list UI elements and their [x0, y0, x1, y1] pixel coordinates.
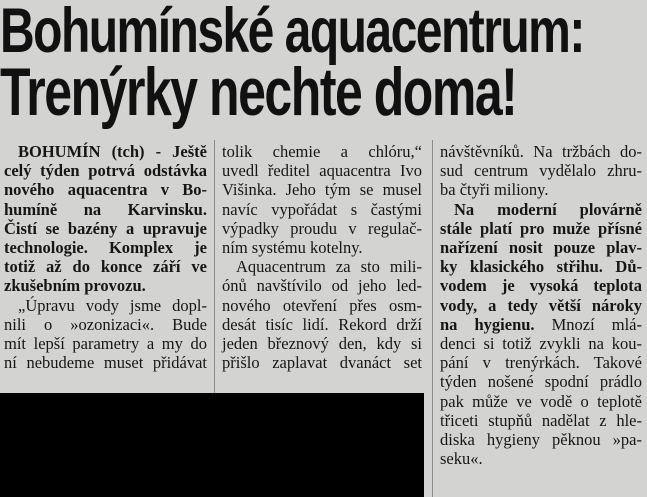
article-line: návštěvníků. Na tržbách do-: [440, 142, 642, 161]
article-line: jeden březnový den, kdy si: [222, 334, 422, 354]
article-line: humíně na Karvinsku.: [4, 199, 207, 219]
article-column-2: [222, 142, 422, 372]
article-line: [440, 315, 642, 334]
article-line: „Úpravu vody jsme dopl-: [18, 295, 207, 315]
article-line: uvedl ředitel aquacentra Ivo: [222, 161, 422, 181]
article-line: Čistí se bazény a upravuje: [4, 218, 207, 238]
article-line: ním systému kotelny.: [222, 238, 363, 258]
article-line: tolik chemie a chlóru,“: [222, 142, 422, 161]
article-line: nili o »ozonizaci«. Bude: [4, 314, 207, 334]
article-line: výpadky proudu v regulač-: [222, 218, 422, 238]
article-line: vodem je vysoká teplota: [440, 276, 642, 296]
article-line: týden nošené spodní prádlo: [440, 372, 642, 392]
article-line: desát tisíc lidí. Rekord drží: [222, 314, 422, 334]
article-line: Višinka. Jeho tým se musel: [222, 180, 422, 200]
article-line: mít lepší parametry a my do: [4, 334, 207, 354]
headline-line-2: Trenýrky nechte doma!: [0, 54, 517, 130]
article-line: celý týden potrvá odstávka: [4, 161, 207, 181]
column-divider: [432, 140, 433, 497]
article-line: pak může ve vodě o teplotě: [440, 391, 642, 411]
article-line: nového otevření přes osm-: [222, 295, 422, 315]
article-line: diska hygieny pěknou »pa-: [440, 430, 642, 450]
article-line: BOHUMÍN (tch) - Ještě: [18, 142, 207, 161]
article-line: seku«.: [440, 449, 483, 469]
article-line: ba čtyři miliony.: [440, 180, 549, 200]
article-line: nařízení nosit pouze plav-: [440, 238, 642, 258]
bold-fragment: na hygienu.: [440, 314, 535, 334]
article-line: stále platí pro muže přísné: [440, 218, 642, 238]
article-line: třiceti stupňů nadělat z hle-: [440, 410, 642, 430]
article-line: zkušebním provozu.: [4, 276, 146, 296]
article-line: technologie. Komplex je: [4, 238, 207, 258]
regular-fragment: Mnozí mlá-: [534, 314, 642, 334]
article-column-1: [4, 142, 207, 372]
article-line: pání v trenýrkách. Takové: [440, 353, 642, 373]
article-line: totiž až do konce září ve: [4, 257, 207, 277]
article-column-3: [440, 142, 642, 468]
redacted-area: [0, 393, 424, 497]
headline-line-1: Bohumínské aquacentrum:: [0, 0, 584, 66]
article-line: sud centrum vydělalo zhru-: [440, 161, 642, 181]
article-line: ní nebudeme muset přidávat: [4, 353, 207, 373]
article-line: nového aquacentra v Bo-: [4, 180, 207, 200]
article-line: navíc vypořádat s častými: [222, 199, 422, 219]
article-line: ónů navštívilo od jeho led-: [222, 276, 422, 296]
article-line: Na moderní plovárně: [454, 199, 642, 219]
article-line: Aquacentrum za sto mili-: [236, 257, 422, 277]
article-line: přišlo zaplavat dvanáct set: [222, 353, 422, 373]
article-line: vody, a tedy větší nároky: [440, 295, 642, 315]
article-line: ky klasického střihu. Dů-: [440, 257, 642, 277]
article-line: denci si totiž zvykli na kou-: [440, 334, 642, 354]
